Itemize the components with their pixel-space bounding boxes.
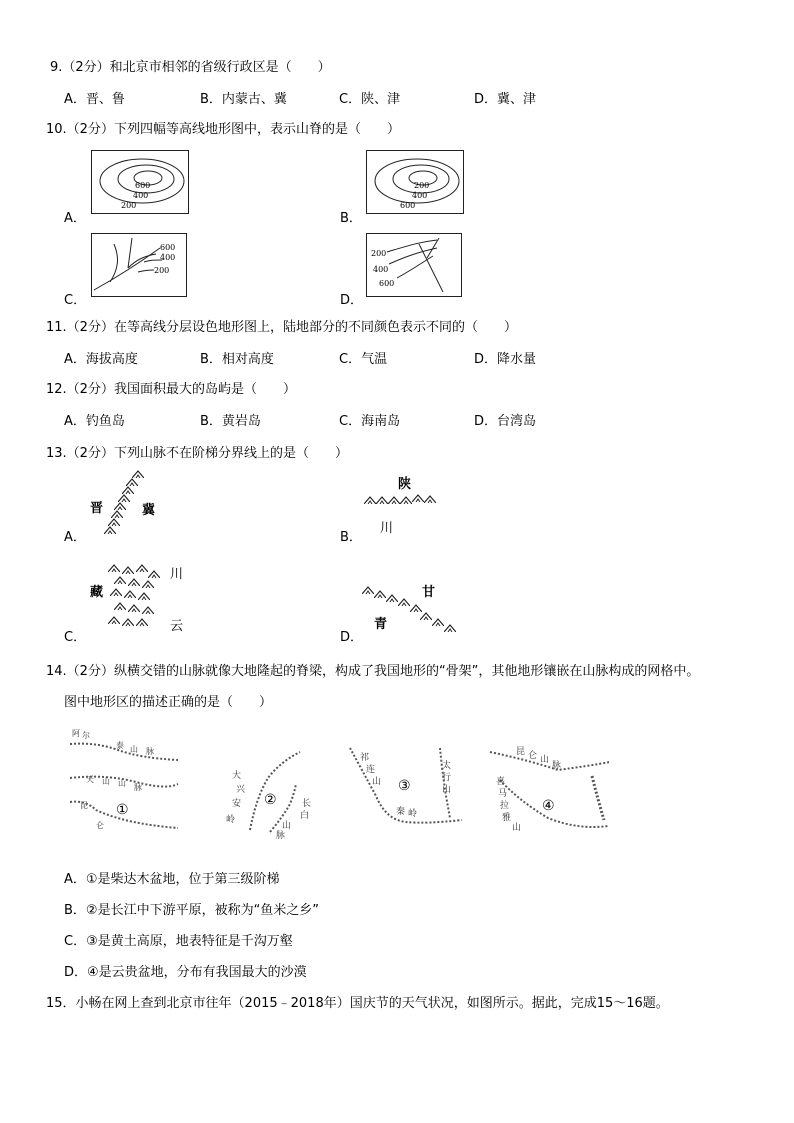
svg-text:雅: 雅 [502,813,512,823]
svg-text:脉: 脉 [146,747,154,756]
q14-map3-number: ③ [398,778,411,794]
svg-text:昆: 昆 [516,747,526,757]
svg-text:山: 山 [372,777,382,787]
svg-text:长: 长 [302,799,312,809]
q10-option-c[interactable]: C． [64,293,87,308]
svg-text:仑: 仑 [96,821,104,830]
q14-option-b[interactable]: B．②是长江中下游平原，被称为“鱼米之乡” [64,903,320,918]
svg-text:喜: 喜 [496,777,506,787]
map-d-label-200: 200 [371,249,387,258]
contour-map-d [366,233,462,297]
svg-text:安: 安 [232,799,242,809]
svg-text:脉: 脉 [552,761,562,771]
svg-text:脉: 脉 [134,783,142,792]
svg-text:连: 连 [366,765,376,775]
svg-text:秦: 秦 [396,807,406,817]
q9-option-b[interactable]: B．内蒙古、冀 [200,92,287,107]
q14-map2-number: ② [264,792,277,808]
map-c-label-200: 200 [154,266,170,275]
q12-option-a[interactable]: A．钓鱼岛 [64,414,125,429]
map-b-label-400: 400 [412,191,428,200]
q13-c-mountain-map [86,560,186,638]
q13-a-mountain-map [84,468,174,538]
svg-text:天: 天 [86,775,94,784]
svg-text:山: 山 [118,779,126,788]
map-d-label-400: 400 [373,265,389,274]
q11-option-c[interactable]: C．气温 [339,352,388,367]
q12-option-d[interactable]: D．台湾岛 [474,414,537,429]
svg-text:昆: 昆 [80,801,88,810]
svg-text:山: 山 [130,745,138,754]
q9-stem: 9.（2分）和北京市相邻的省级行政区是（ ） [50,60,331,75]
svg-text:山: 山 [102,777,110,786]
svg-text:尔: 尔 [82,731,90,740]
q11-option-d[interactable]: D．降水量 [474,352,537,367]
q14-map1-number: ① [116,802,129,818]
q14-option-c[interactable]: C．③是黄土高原，地表特征是千沟万壑 [64,934,293,949]
contour-map-c [91,233,187,297]
q13-c-label-chuan: 川 [170,567,184,582]
q10-option-a[interactable]: A． [64,211,86,226]
q13-option-c[interactable]: C． [64,630,87,645]
contour-map-a [91,150,189,214]
q10-stem: 10.（2分）下列四幅等高线地形图中，表示山脊的是（ ） [46,122,400,137]
q13-option-b[interactable]: B． [340,530,362,545]
q13-d-mountain-map [360,576,470,638]
map-a-label-400: 400 [133,191,149,200]
q14-option-d[interactable]: D．④是云贵盆地，分布有我国最大的沙漠 [64,965,307,980]
q13-b-label-chuan: 川 [380,521,394,536]
svg-text:拉: 拉 [500,801,510,811]
q14-map-3 [346,740,468,832]
q13-d-label-gan: 甘 [422,585,436,600]
map-a-label-200: 200 [121,201,137,210]
q9-option-d[interactable]: D．冀、津 [474,92,537,107]
map-c-label-400: 400 [160,253,176,262]
svg-text:祁: 祁 [360,753,370,763]
svg-text:白: 白 [300,811,310,821]
q11-option-b[interactable]: B．相对高度 [200,352,274,367]
svg-text:脉: 脉 [276,831,286,841]
svg-text:泰: 泰 [116,741,124,750]
q11-stem: 11.（2分）在等高线分层设色地形图上，陆地部分的不同颜色表示不同的（ ） [46,320,517,335]
map-b-label-600: 600 [400,201,416,210]
svg-text:仑: 仑 [528,751,538,761]
svg-text:兴: 兴 [236,785,246,795]
q9-option-a[interactable]: A．晋、鲁 [64,92,125,107]
svg-text:行: 行 [442,773,452,783]
q13-stem: 13.（2分）下列山脉不在阶梯分界线上的是（ ） [46,446,348,461]
map-a-label-600: 600 [135,181,151,190]
q10-option-b[interactable]: B． [340,211,362,226]
q13-c-label-yun: 云 [170,619,184,634]
q13-a-label-jin: 晋 [90,501,104,516]
q13-d-label-qing: 青 [374,617,388,632]
q14-map4-number: ④ [542,798,555,814]
q12-stem: 12.（2分）我国面积最大的岛屿是（ ） [46,382,296,397]
svg-text:阿: 阿 [72,729,80,738]
q9-option-c[interactable]: C．陕、津 [339,92,401,107]
q15-stem: 15．小畅在网上查到北京市往年（2015﹣2018年）国庆节的天气状况，如图所示。据此，完成15～16题。 [46,996,669,1011]
svg-text:马: 马 [498,789,508,799]
svg-text:太: 太 [442,761,452,771]
q13-option-d[interactable]: D． [340,630,364,645]
q14-map-2 [220,748,312,841]
map-d-label-600: 600 [379,279,395,288]
svg-text:山: 山 [282,821,292,831]
map-c-label-600: 600 [160,243,176,252]
q10-option-d[interactable]: D． [340,293,364,308]
q13-a-label-ji: 冀 [142,503,156,518]
q12-option-c[interactable]: C．海南岛 [339,414,401,429]
svg-text:岭: 岭 [226,815,236,825]
q14-option-a[interactable]: A．①是柴达木盆地，位于第三级阶梯 [64,872,280,887]
svg-text:大: 大 [232,771,242,781]
q14-map-4 [488,740,612,836]
svg-text:山: 山 [512,823,522,833]
svg-text:山: 山 [442,785,452,795]
q13-b-mountain-map [360,470,450,540]
svg-text:山: 山 [540,755,550,765]
q11-option-a[interactable]: A．海拔高度 [64,352,138,367]
q14-stem-line2: 图中地形区的描述正确的是（ ） [64,695,273,710]
contour-map-b [366,150,464,214]
q13-option-a[interactable]: A． [64,530,86,545]
q14-map-1 [66,724,184,836]
q14-stem-line1: 14.（2分）纵横交错的山脉就像大地隆起的脊梁，构成了我国地形的“骨架”，其他地形镶嵌在山脉构成的网格中。 [46,664,700,679]
q13-c-label-zang: 藏 [90,585,104,600]
q13-b-label-shaan: 陕 [398,477,412,492]
q12-option-b[interactable]: B．黄岩岛 [200,414,261,429]
map-b-label-200: 200 [414,181,430,190]
svg-text:岭: 岭 [408,809,418,819]
